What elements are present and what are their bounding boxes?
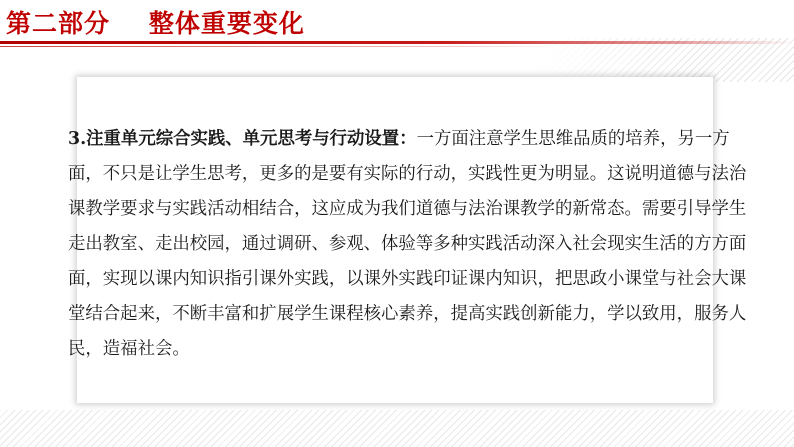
paragraph-lead: 3.注重单元综合实践、单元思考与行动设置：	[68, 129, 417, 149]
decorative-hatch-bottom	[0, 410, 794, 447]
title-underline-thin	[0, 46, 560, 47]
decorative-hatch-top	[540, 38, 794, 82]
paragraph-body: 一方面注意学生思维品质的培养，另一方面，不只是让学生思考，更多的是要有实际的行动，实践性更为明显。这说明道德与法治课教学要求与实践活动相结合，这应成为我们道德与法治课教学的新常态。需要引导学生走出教室、走出校园，通过调研、参观、体验等多种实践活动深入社会现实生活的方方面面，实现以课内知识指引课外实践，以课外实践印证课内知识，把思政小课堂与社会大课堂结合起来，不断丰富和扩展学生课程核心素养，提高实践创新能力，学以致用，服务人民，造福社会。	[68, 129, 747, 359]
section-title: 第二部分 整体重要变化	[6, 9, 305, 38]
body-paragraph	[68, 122, 748, 367]
